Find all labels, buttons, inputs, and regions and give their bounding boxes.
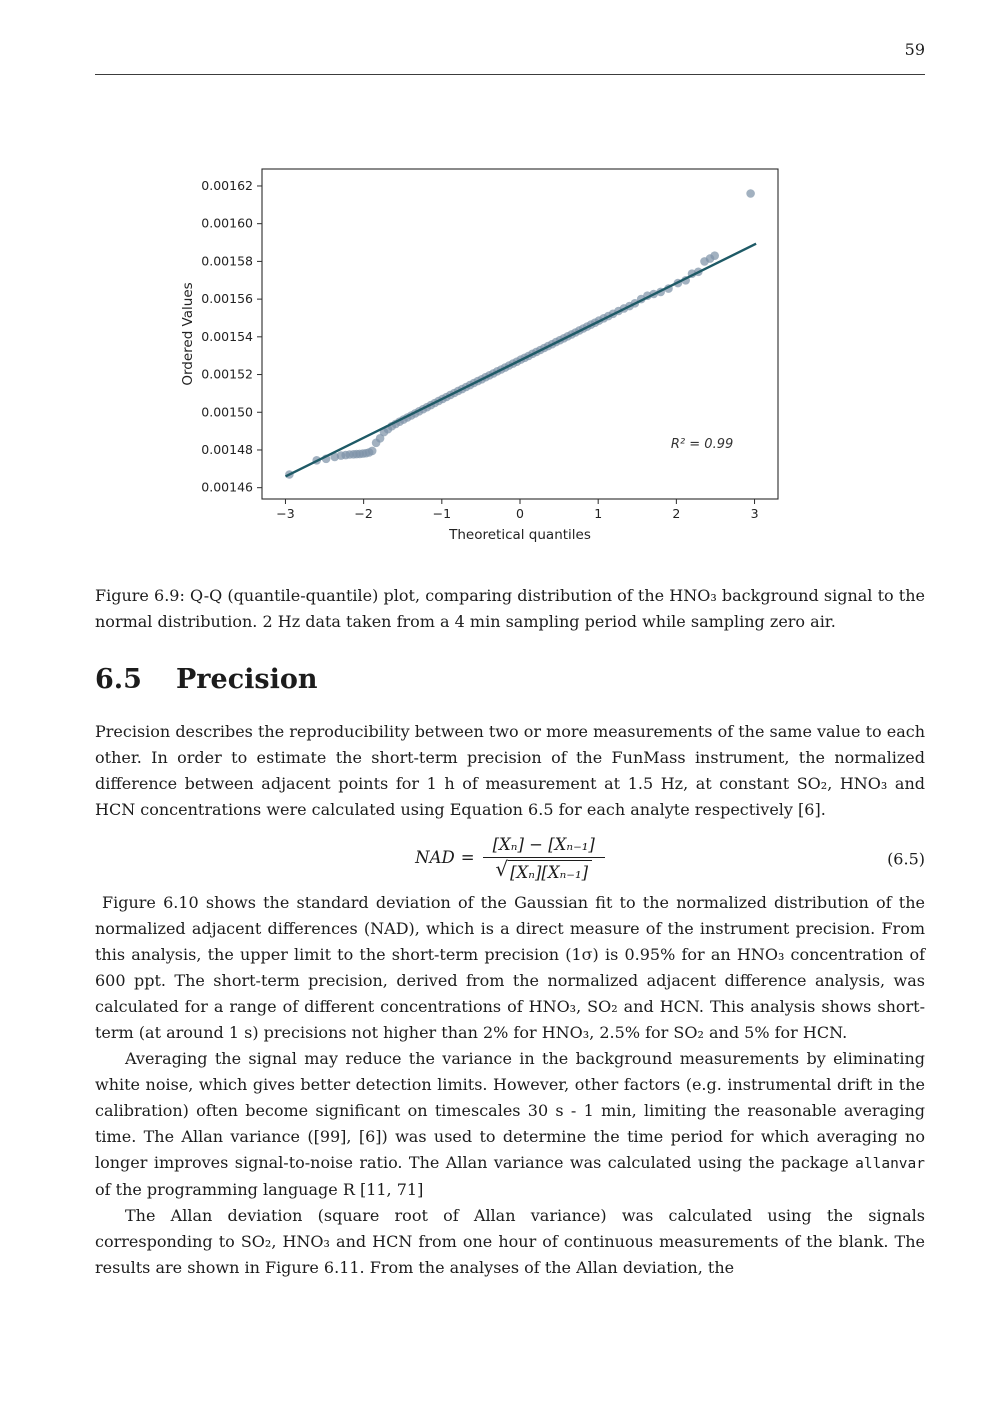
svg-text:0.00148: 0.00148	[201, 441, 253, 457]
page-number: 59	[904, 40, 925, 59]
svg-text:3: 3	[750, 506, 759, 521]
section-number: 6.5	[95, 664, 142, 695]
svg-text:−3: −3	[276, 506, 295, 521]
figure-caption: Figure 6.9: Q-Q (quantile-quantile) plot, comparing distribution of the HNO₃ background signal to the normal distribution. 2 Hz data taken from a 4 min sampling period while sampling zero air.	[95, 586, 925, 631]
sqrt-sign: √	[495, 857, 509, 881]
svg-text:0.00158: 0.00158	[201, 253, 253, 269]
svg-text:−2: −2	[354, 506, 373, 521]
svg-text:R² = 0.99: R² = 0.99	[670, 437, 734, 453]
paragraph-averaging-text: Averaging the signal may reduce the variance in the background measurements by eliminating white noise, which gives better detection limits. However, other factors (e.g. instrumental drift in the calibration) often become significant on timescales 30 s - 1 min, limiting the reasonable averaging time. The Allan variance ([99], [6]) was used to determine the time period for which averaging no longer improves signal-to-noise ratio. The Allan variance was calculated using the package	[95, 1049, 925, 1172]
svg-text:0.00156: 0.00156	[201, 291, 253, 307]
inline-code-allanvar: allanvar	[855, 1156, 925, 1172]
svg-text:Theoretical quantiles: Theoretical quantiles	[449, 527, 591, 543]
figure-6-9	[95, 153, 925, 634]
equation-denominator	[483, 858, 605, 882]
equation-radicand: [Xₙ][Xₙ₋₁]	[508, 860, 592, 882]
equation-fraction	[483, 835, 605, 882]
svg-text:0.00162: 0.00162	[201, 177, 253, 193]
equation-numerator: [Xₙ] − [Xₙ₋₁]	[483, 835, 605, 858]
svg-text:0.00160: 0.00160	[201, 215, 253, 231]
section-heading	[95, 664, 925, 695]
svg-text:−1: −1	[432, 506, 452, 521]
equation-number: (6.5)	[887, 849, 925, 868]
svg-text:0.00154: 0.00154	[201, 328, 253, 344]
equation-6-5	[95, 835, 925, 882]
equation-lhs: NAD	[415, 848, 455, 867]
svg-text:0.00146: 0.00146	[201, 479, 253, 495]
paragraph-allan-deviation: The Allan deviation (square root of Allan variance) was calculated using the signals corresponding to SO₂, HNO₃ and HCN from one hour of continuous measurements of the blank. The results are shown in Figure 6.11. From the analyses of the Allan deviation, the	[95, 1206, 925, 1277]
section-title: Precision	[175, 664, 318, 695]
svg-text:2: 2	[672, 506, 681, 521]
qq-plot	[178, 153, 798, 553]
svg-text:0.00152: 0.00152	[201, 366, 253, 382]
svg-text:1: 1	[594, 506, 603, 521]
paragraph-figure-6-10: Figure 6.10 shows the standard deviation of the Gaussian fit to the normalized distribution of the normalized adjacent differences (NAD), which is a direct measure of the instrument precision. From this analysis, the upper limit to the short-term precision (1σ) is 0.95% for an HNO₃ concentration of 600 ppt. The short-term precision, derived from the normalized adjacent difference analysis, was calculated for a range of different concentrations of HNO₃, SO₂ and HCN. This analysis shows short-term (at around 1 s) precisions not higher than 2% for HNO₃, 2.5% for SO₂ and 5% for HCN.	[95, 893, 925, 1042]
paragraph-averaging	[95, 1046, 925, 1203]
svg-text:0.00150: 0.00150	[201, 404, 253, 420]
svg-text:Ordered Values: Ordered Values	[180, 282, 196, 386]
svg-text:0: 0	[516, 506, 524, 521]
paragraph-averaging-tail: of the programming language R [11, 71]	[95, 1180, 424, 1199]
equation-equals: =	[460, 848, 475, 867]
paragraph-precision-intro: Precision describes the reproducibility between two or more measurements of the same value to each other. In order to estimate the short-term precision of the FunMass instrument, the normalized difference between adjacent points for 1 h of measurement at 1.5 Hz, at constant SO₂, HNO₃ and HCN concentrations were calculated using Equation 6.5 for each analyte respectively [6].	[95, 722, 925, 819]
header-rule	[95, 74, 925, 75]
